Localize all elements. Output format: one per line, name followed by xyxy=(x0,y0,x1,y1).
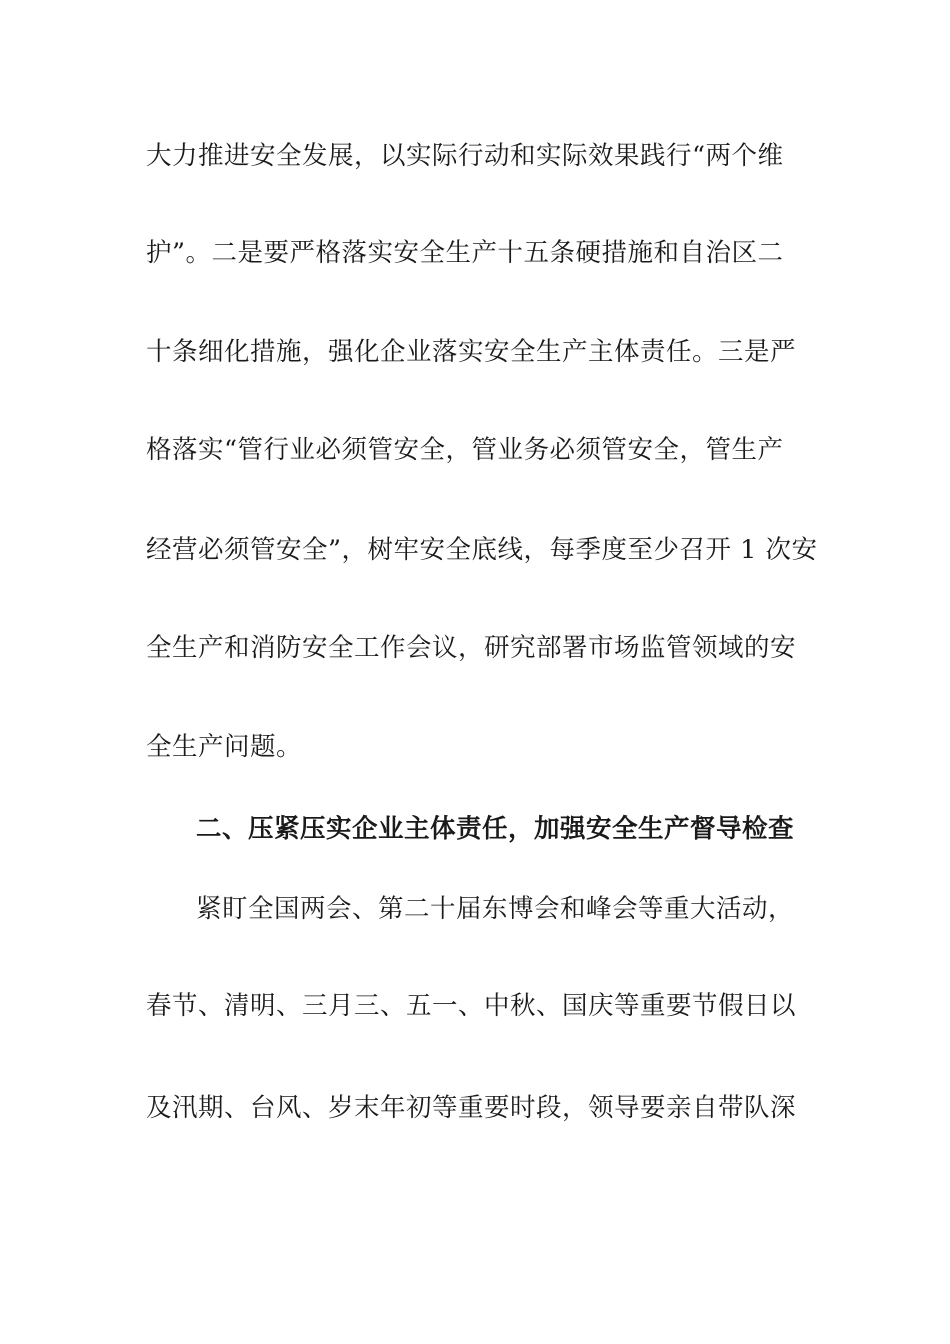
body-text-line: 格落实“管行业必须管安全，管业务必须管安全，管生产 xyxy=(146,435,784,465)
body-text-line: 春节、清明、三月三、五一、中秋、国庆等重要节假日以 xyxy=(146,991,797,1021)
body-text-line: 十条细化措施，强化企业落实安全生产主体责任。三是严 xyxy=(146,337,797,367)
body-text-line: 大力推进安全发展，以实际行动和实际效果践行“两个维 xyxy=(146,141,784,171)
body-text-line: 护”。二是要严格落实安全生产十五条硬措施和自治区二 xyxy=(146,238,784,268)
section-heading: 二、压紧压实企业主体责任，加强安全生产督导检查 xyxy=(196,814,795,844)
body-text-line: 紧盯全国两会、第二十届东博会和峰会等重大活动， xyxy=(196,894,795,924)
body-text-line: 全生产和消防安全工作会议，研究部署市场监管领域的安 xyxy=(146,633,797,663)
body-text-line: 全生产问题。 xyxy=(146,732,303,762)
body-text-line: 经营必须管安全”，树牢安全底线，每季度至少召开 1 次安 xyxy=(146,535,818,565)
body-text-line: 及汛期、台风、岁末年初等重要时段，领导要亲自带队深 xyxy=(146,1093,797,1123)
